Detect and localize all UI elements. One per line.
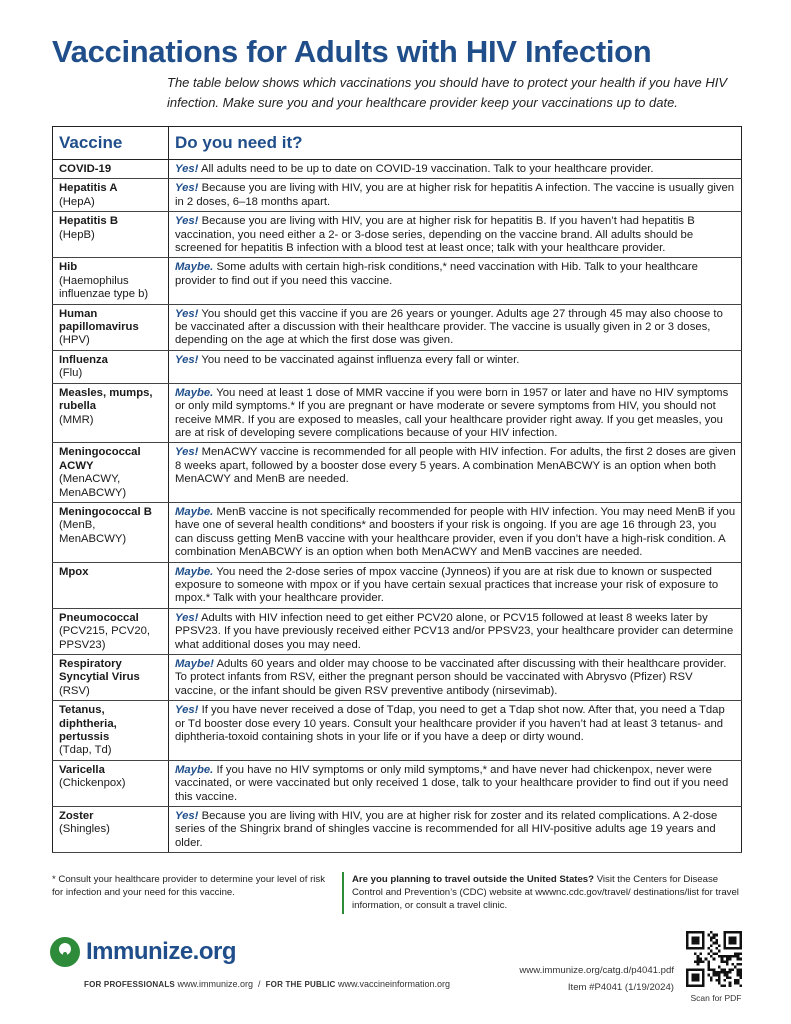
recommendation-text: MenB vaccine is not specifically recommended for people with HIV infection. You may need MenB if you have one of several health conditions* and boosters if your risk is ongoing. If you are age 16 through 23, you can discuss getting MenB vaccine with your healthcare provider, even if you don’t have a high-risk condition. A combination MenABCWY is an option when both MenACWY and MenB vaccines are needed.	[175, 505, 736, 559]
recommendation-answer: Yes!	[175, 611, 199, 624]
recommendation-cell	[169, 760, 742, 806]
recommendation-cell	[169, 212, 742, 258]
table-row	[53, 701, 742, 761]
table-body	[53, 160, 742, 853]
table-row	[53, 179, 742, 212]
vaccine-abbrev: (Shingles)	[59, 823, 110, 836]
vaccine-name: Hib	[59, 261, 78, 274]
vaccine-name-cell	[53, 160, 169, 179]
recommendation-answer: Yes!	[175, 163, 199, 175]
vaccine-name: Meningococcal ACWY	[59, 446, 141, 472]
page-title: Vaccinations for Adults with HIV Infection	[52, 34, 652, 69]
table-row	[53, 383, 742, 443]
recommendation-answer: Yes!	[175, 182, 199, 195]
vaccine-name: Mpox	[59, 565, 89, 578]
recommendation-text: You need at least 1 dose of MMR vaccine if you were born in 1957 or later and have no HIV symptoms or only mild symptoms.* If you are pregnant or have moderate or severe symptoms from HIV, you should not receive MMR. If you are exposed to measles, call your healthcare provider right away. If you get measles, you are at risk of developing severe complications because of your HIV infection.	[175, 386, 729, 439]
logo-text: Immunize.org	[86, 938, 237, 965]
qr-caption: Scan for PDF	[690, 993, 742, 1003]
vaccine-name-cell	[53, 258, 169, 304]
vaccine-name-cell	[53, 443, 169, 503]
recommendation-text: All adults need to be up to date on COVID-19 vaccination. Talk to your healthcare provider.	[200, 163, 654, 175]
recommendation-text: Adults with HIV infection need to get either PCV20 alone, or PCV15 followed at least 8 weeks later by PPSV23. If you have previously received either PCV13 and/or PPSV23, your healthcare provider can determine what additional doses you may need.	[175, 611, 734, 651]
qr-code-icon	[686, 931, 742, 987]
recommendation-text: You should get this vaccine if you are 26 years or younger. Adults age 27 through 45 may also choose to be vaccinated after a discussion with their healthcare provider. The vaccine is usually given in 2 or 3 doses, depending on the age at which the first dose was given.	[175, 307, 723, 347]
table-row	[53, 304, 742, 350]
vaccine-name: Hepatitis B	[59, 215, 119, 228]
vaccine-abbrev: (MenB, MenABCWY)	[59, 519, 127, 545]
recommendation-cell	[169, 608, 742, 654]
vaccine-abbrev: (Chickenpox)	[59, 777, 126, 790]
vaccine-abbrev: (MMR)	[59, 413, 94, 426]
vaccine-name-cell	[53, 655, 169, 701]
recommendation-cell	[169, 562, 742, 608]
table-row	[53, 807, 742, 853]
table-header-row	[53, 127, 742, 160]
header-vaccine: Vaccine	[53, 127, 169, 160]
vaccine-name-cell	[53, 807, 169, 853]
recommendation-cell	[169, 443, 742, 503]
table-row	[53, 160, 742, 179]
recommendation-cell	[169, 502, 742, 562]
footer-links	[84, 979, 450, 989]
recommendation-answer: Yes!	[175, 810, 199, 823]
recommendation-cell	[169, 655, 742, 701]
recommendation-answer: Maybe.	[175, 261, 214, 274]
vaccine-abbrev: (RSV)	[59, 684, 90, 697]
item-number: Item #P4041 (1/19/2024)	[567, 982, 674, 993]
table-row	[53, 562, 742, 608]
table-row	[53, 655, 742, 701]
recommendation-answer: Yes!	[175, 307, 199, 320]
table-row	[53, 608, 742, 654]
vaccine-name: Meningococcal B	[59, 505, 152, 518]
recommendation-text: If you have never received a dose of Tdap, you need to get a Tdap shot now. After that, you need a Tdap or Td booster dose every 10 years. Consult your healthcare provider if you haven’t had at least 3 tetanus- and diphtheria-toxoid containing shots in your life or if you have a deep or dirty wound.	[175, 704, 725, 744]
recommendation-cell	[169, 350, 742, 383]
vaccine-name-cell	[53, 502, 169, 562]
vaccine-name: Human papillomavirus	[59, 307, 139, 334]
vaccine-name-cell	[53, 179, 169, 212]
table-row	[53, 258, 742, 304]
professionals-label: FOR PROFESSIONALS	[84, 980, 175, 989]
recommendation-cell	[169, 807, 742, 853]
recommendation-answer: Maybe.	[175, 763, 214, 776]
vaccine-name: Hepatitis A	[59, 182, 118, 195]
vaccine-name: Pneumococcal	[59, 611, 139, 624]
vaccine-name-cell	[53, 760, 169, 806]
recommendation-answer: Maybe!	[175, 658, 214, 670]
vaccine-abbrev: (MenACWY, MenABCWY)	[59, 473, 127, 499]
vaccine-name: Tetanus, diphtheria, pertussis	[59, 704, 117, 744]
recommendation-answer: Maybe.	[175, 565, 214, 578]
green-divider	[342, 872, 344, 914]
recommendation-answer: Yes!	[175, 353, 199, 366]
vaccine-table	[52, 126, 742, 853]
travel-question: Are you planning to travel outside the United States?	[352, 874, 595, 885]
vaccine-name-cell	[53, 608, 169, 654]
vaccine-name: Influenza	[59, 353, 108, 366]
vaccine-abbrev: (Flu)	[59, 367, 83, 380]
recommendation-answer: Maybe.	[175, 505, 214, 518]
table-row	[53, 760, 742, 806]
vaccine-name: Zoster	[59, 810, 94, 823]
vaccine-name-cell	[53, 350, 169, 383]
public-link[interactable]: www.vaccineinformation.org	[338, 979, 451, 989]
vaccine-abbrev: (Tdap, Td)	[59, 744, 112, 757]
professionals-link[interactable]: www.immunize.org	[177, 979, 254, 989]
vaccine-name: Measles, mumps, rubella	[59, 386, 153, 413]
recommendation-answer: Yes!	[175, 215, 199, 228]
table-row	[53, 443, 742, 503]
recommendation-text: Some adults with certain high-risk conditions,* need vaccination with Hib. Talk to your healthcare provider to find out if you need this vaccine.	[175, 261, 698, 287]
vaccine-abbrev: (HPV)	[59, 334, 90, 347]
vaccine-abbrev: (HepB)	[59, 228, 95, 241]
item-info	[519, 962, 674, 996]
recommendation-text: You need the 2-dose series of mpox vaccine (Jynneos) if you are at risk due to known or suspected exposure to someone with mpox or if you have certain sexual practices that increase your risk of exposure to mpox.* Talk with your healthcare provider.	[175, 565, 719, 605]
vaccine-abbrev: (HepA)	[59, 195, 95, 208]
recommendation-cell	[169, 179, 742, 212]
intro-text: The table below shows which vaccinations you should have to protect your health if you have HIV infection. Make sure you and your healthcare provider keep your vaccinations up to date.	[167, 75, 728, 110]
public-label: FOR THE PUBLIC	[265, 980, 336, 989]
recommendation-text: MenACWY vaccine is recommended for all people with HIV infection. For adults, the first 2 doses are given 8 weeks apart, followed by a booster dose every 5 years. A combination MenABCWY is an option when both MenACWY and MenB are needed.	[175, 446, 736, 486]
travel-note	[352, 873, 747, 912]
vaccine-name: COVID-19	[59, 163, 112, 175]
doc-url[interactable]: www.immunize.org/catg.d/p4041.pdf	[519, 965, 674, 976]
recommendation-answer: Maybe.	[175, 386, 214, 399]
recommendation-answer: Yes!	[175, 446, 199, 459]
recommendation-text: Because you are living with HIV, you are at higher risk for hepatitis A infection. The vaccine is usually given in 2 doses, 6–18 months apart.	[175, 182, 735, 208]
immunize-logo	[50, 935, 236, 969]
table-row	[53, 502, 742, 562]
recommendation-cell	[169, 258, 742, 304]
recommendation-answer: Yes!	[175, 704, 199, 717]
vaccine-abbrev: (Haemophilus influenzae type b)	[59, 274, 149, 301]
recommendation-cell	[169, 160, 742, 179]
recommendation-text: Because you are living with HIV, you are at higher risk for hepatitis B. If you haven’t had hepatitis B vaccination, you need either a 2- or 3-dose series, depending on the vaccine brand. All adults should be screened for hepatitis B infection with a blood test at least once; talk with your healthcare provider.	[175, 215, 695, 255]
travel-text: Visit the Centers for Disease Control and Prevention’s (CDC) website at wwwnc.cdc.gov/travel/ destinations/list for travel information, or consult a travel clinic.	[352, 874, 739, 911]
footer-separator: /	[258, 979, 261, 989]
recommendation-text: Because you are living with HIV, you are at higher risk for zoster and its related complications. A 2-dose series of the Shingrix brand of shingles vaccine is recommended for all HIV-positive adults age 19 years and older.	[175, 810, 718, 849]
recommendation-cell	[169, 383, 742, 443]
recommendation-cell	[169, 701, 742, 761]
immunize-logo-icon	[50, 937, 80, 967]
vaccine-name-cell	[53, 562, 169, 608]
vaccine-name: Respiratory Syncytial Virus	[59, 658, 140, 684]
vaccine-name-cell	[53, 304, 169, 350]
footnote: * Consult your healthcare provider to determine your level of risk for infection and your need for this vaccine.	[52, 874, 326, 898]
vaccine-name: Varicella	[59, 763, 105, 776]
vaccine-abbrev: (PCV215, PCV20, PPSV23)	[59, 625, 151, 651]
table-row	[53, 212, 742, 258]
recommendation-cell	[169, 304, 742, 350]
recommendation-text: If you have no HIV symptoms or only mild symptoms,* and have never had chickenpox, never were vaccinated, or were vaccinated but only received 1 dose, talk to your healthcare provider to find out if you need this vaccine.	[175, 763, 729, 803]
recommendation-text: Adults 60 years and older may choose to be vaccinated after discussing with their healthcare provider. To protect infants from RSV, either the pregnant person should be vaccinated with Abrysvo (Pfizer) RSV vaccine, or the infant should be given RSV preventive antibody (nirsevimab).	[175, 658, 727, 697]
header-need: Do you need it?	[169, 127, 742, 160]
vaccine-name-cell	[53, 701, 169, 761]
vaccine-name-cell	[53, 212, 169, 258]
recommendation-text: You need to be vaccinated against influenza every fall or winter.	[201, 353, 520, 366]
vaccine-name-cell	[53, 383, 169, 443]
table-row	[53, 350, 742, 383]
